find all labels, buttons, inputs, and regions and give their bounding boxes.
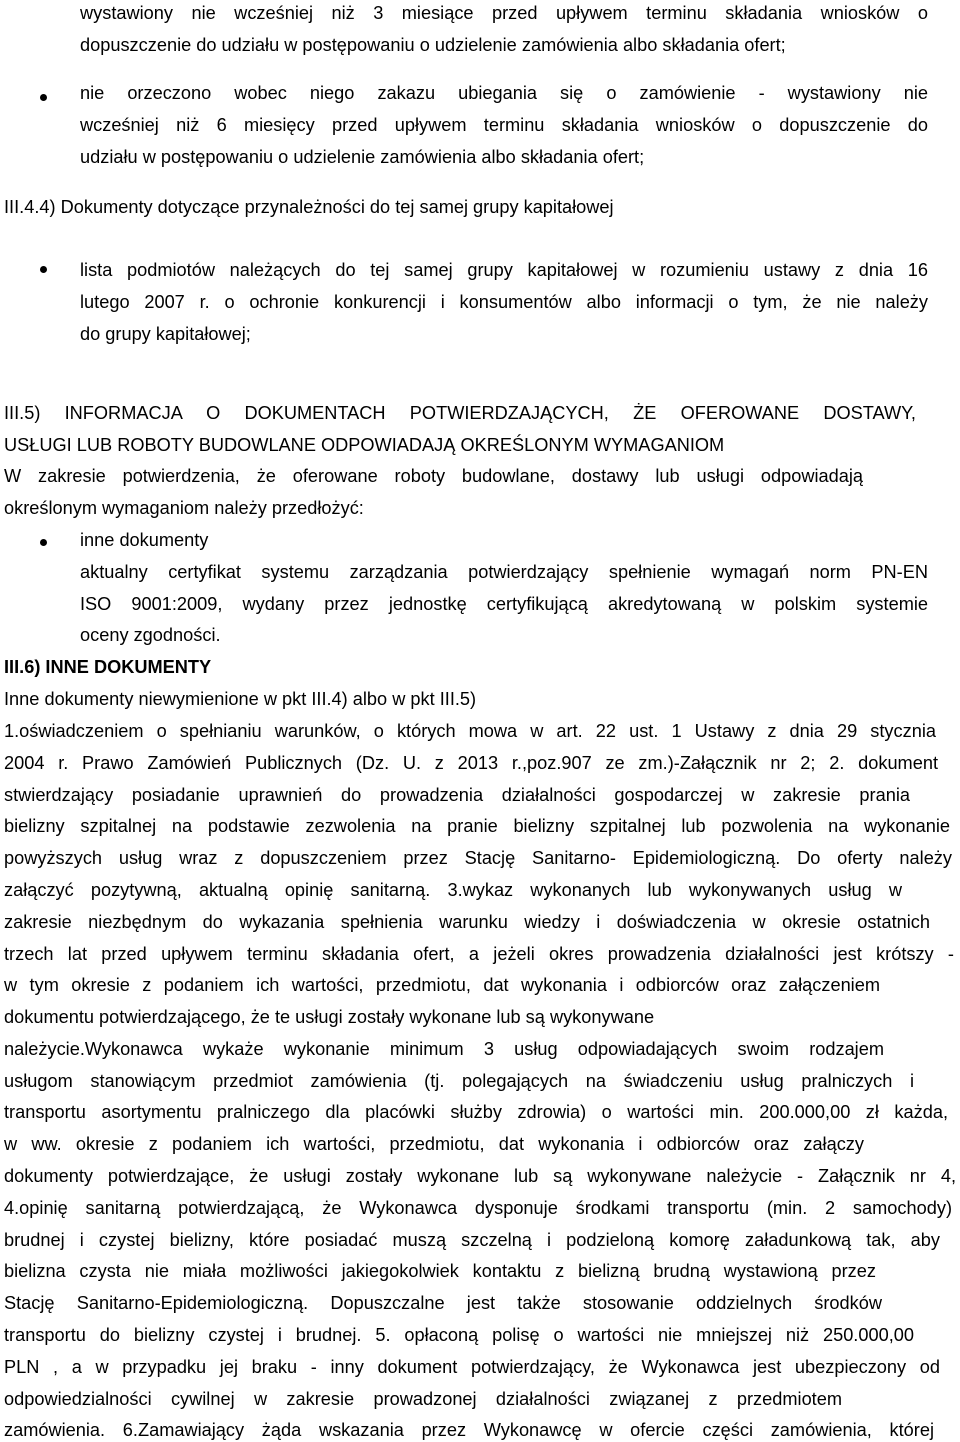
- text-line: wcześniej niż 6 miesięcy przed upływem terminu składania wniosków o dopuszczenie do: [80, 115, 928, 135]
- text-line: zamówienia. 6.Zamawiający żąda wskazania przez Wykonawcę w ofercie części zamówienia, której: [4, 1420, 934, 1440]
- section-heading: III.4.4) Dokumenty dotyczące przynależności do tej samej grupy kapitałowej: [4, 197, 614, 217]
- text-line: określonym wymaganiom należy przedłożyć:: [4, 498, 364, 518]
- text-line: powyższych usług wraz z dopuszczeniem przez Stację Sanitarno- Epidemiologiczną. Do oferty należy: [4, 848, 952, 868]
- text-line: dokumenty potwierdzające, że usługi zostały wykonane lub są wykonywane należycie - Załącznik nr 4,: [4, 1166, 956, 1186]
- text-line: lutego 2007 r. o ochronie konkurencji i konsumentów albo informacji o tym, że nie należy: [80, 292, 928, 312]
- text-line: załączyć pozytywną, aktualną opinię sanitarną. 3.wykaz wykonanych lub wykonywanych usług w: [4, 880, 902, 900]
- text-line: w tym okresie z podaniem ich wartości, przedmiotu, dat wykonania i odbiorców oraz załączeniem: [4, 975, 880, 995]
- text-line: nie orzeczono wobec niego zakazu ubiegania się o zamówienie - wystawiony nie: [80, 83, 928, 103]
- section-heading: III.5) INFORMACJA O DOKUMENTACH POTWIERDZAJĄCYCH, ŻE OFEROWANE DOSTAWY,: [4, 403, 916, 423]
- text-line: udziału w postępowaniu o udzielenie zamówienia albo składania ofert;: [80, 147, 645, 167]
- bullet-icon: [40, 266, 47, 273]
- text-line: Stację Sanitarno-Epidemiologiczną. Dopuszczalne jest także stosowanie oddzielnych środków: [4, 1293, 882, 1313]
- text-line: 1.oświadczeniem o spełnianiu warunków, o których mowa w art. 22 ust. 1 Ustawy z dnia 29 stycznia: [4, 721, 936, 741]
- section-heading: USŁUGI LUB ROBOTY BUDOWLANE ODPOWIADAJĄ OKREŚLONYM WYMAGANIOM: [4, 435, 725, 455]
- text-line: w ww. okresie z podaniem ich wartości, przedmiotu, dat wykonania i odbiorców oraz załączy: [4, 1134, 864, 1154]
- section-heading: III.6) INNE DOKUMENTY: [4, 657, 212, 677]
- text-line: bielizny szpitalnej na podstawie zezwolenia na pranie bielizny szpitalnej lub pozwolenia na wykonanie: [4, 816, 950, 836]
- text-line: stwierdzający posiadanie uprawnień do prowadzenia działalności gospodarczej w zakresie prania: [4, 785, 910, 805]
- text-line: zakresie niezbędnym do wykazania spełnienia warunku wiedzy i doświadczenia w okresie ostatnich: [4, 912, 930, 932]
- text-line: bielizna czysta nie miała możliwości jakiegokolwiek kontaktu z bielizną brudną wystawioną przez: [4, 1261, 876, 1281]
- text-line: lista podmiotów należących do tej samej grupy kapitałowej w rozumieniu ustawy z dnia 16: [80, 260, 928, 280]
- text-line: 2004 r. Prawo Zamówień Publicznych (Dz. U. z 2013 r.,poz.907 ze zm.)-Załącznik nr 2; 2. dokument: [4, 753, 938, 773]
- text-line: trzech lat przed upływem terminu składania ofert, a jeżeli okres prowadzenia działalności jest krótszy -: [4, 944, 954, 964]
- text-line: oceny zgodności.: [80, 625, 221, 645]
- bullet-icon: [40, 94, 47, 101]
- text-line: aktualny certyfikat systemu zarządzania potwierdzający spełnienie wymagań norm PN-EN: [80, 562, 928, 582]
- text-line: brudnej i czystej bielizny, które posiadać muszą szczelną i podzieloną komorę załadunkową tak, aby: [4, 1230, 940, 1250]
- text-line: transportu asortymentu pralniczego dla placówki służby zdrowia) o wartości min. 200.000,00 zł każda,: [4, 1102, 948, 1122]
- text-line: do grupy kapitałowej;: [80, 324, 251, 344]
- text-line: inne dokumenty: [80, 530, 209, 550]
- bullet-icon: [40, 539, 47, 546]
- text-line: 4.opinię sanitarną potwierdzającą, że Wykonawca dysponuje środkami transportu (min. 2 samochody): [4, 1198, 952, 1218]
- text-line: dokumentu potwierdzającego, że te usługi zostały wykonane lub są wykonywane: [4, 1007, 655, 1027]
- text-line: wystawiony nie wcześniej niż 3 miesiące przed upływem terminu składania wniosków o: [80, 3, 928, 23]
- text-line: odpowiedzialności cywilnej w zakresie prowadzonej działalności związanej z przedmiotem: [4, 1389, 842, 1409]
- text-line: dopuszczenie do udziału w postępowaniu o udzielenie zamówienia albo składania ofert;: [80, 35, 786, 55]
- text-line: Inne dokumenty niewymienione w pkt III.4) albo w pkt III.5): [4, 689, 477, 709]
- text-line: należycie.Wykonawca wykaże wykonanie minimum 3 usług odpowiadających swoim rodzajem: [4, 1039, 884, 1059]
- text-line: usługom stanowiącym przedmiot zamówienia (tj. polegających na świadczeniu usług pralniczych i: [4, 1071, 914, 1091]
- text-line: PLN , a w przypadku jej braku - inny dokument potwierdzający, że Wykonawca jest ubezpieczony od: [4, 1357, 940, 1377]
- text-line: W zakresie potwierdzenia, że oferowane roboty budowlane, dostawy lub usługi odpowiadają: [4, 466, 863, 486]
- text-line: transportu do bielizny czystej i brudnej. 5. opłaconą polisę o wartości nie mniejszej niż 250.000,00: [4, 1325, 914, 1345]
- text-line: ISO 9001:2009, wydany przez jednostkę certyfikującą akredytowaną w polskim systemie: [80, 594, 928, 614]
